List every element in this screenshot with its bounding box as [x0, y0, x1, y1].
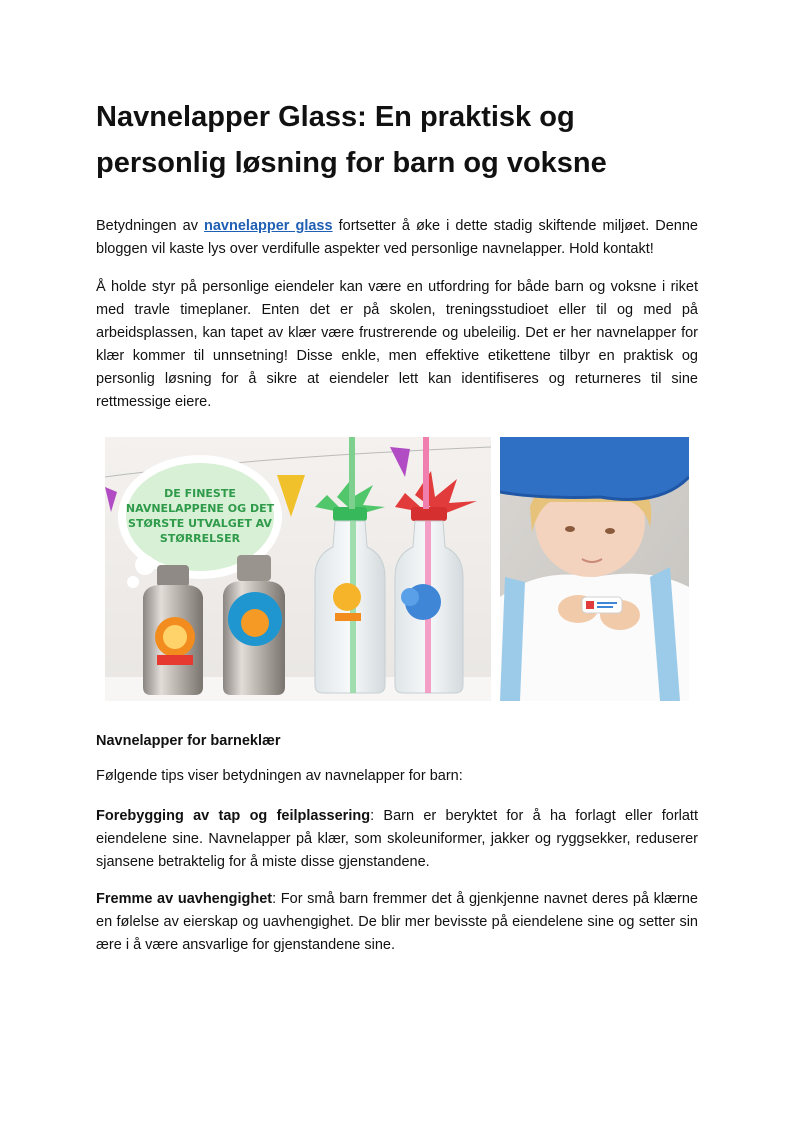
bubble-line: STØRSTE UTVALGET AV	[128, 517, 272, 530]
section-heading: Navnelapper for barneklær	[96, 733, 281, 749]
intro-text-end: fortsetter å øke i dette stadig skiftende miljøet. Denne bloggen vil kaste lys over verdifulle aspekter ved personlige navnelapper. Hold kontakt!	[96, 218, 699, 257]
giraffe-label	[333, 583, 361, 611]
tip-paragraph	[96, 888, 698, 957]
tip-text: : For små barn fremmer det å gjenkjenne navnet deres på klærne en følelse av eierskap og uavhengighet. De blir mer bevisste på eiendelene sine og setter sin ære i å være ansvarlige for gjenstandene sine.	[96, 891, 698, 953]
child-photo-image	[500, 437, 689, 701]
body-paragraph: Å holde styr på personlige eiendeler kan være en utfordring for både barn og voksne i riket med travle timeplaner. Enten det er på skolen, treningsstudioet eller til og med på arbeidsplassen, kan tapet av klær være frustrerende og ubeleilig. Det er her navnelapper for klær kommer til unnsetning! Disse enkle, men effektive etikettene tilbyr en praktisk og personlig løsning for å sikre at eiendeler lett kan identifiseres og returneres til sine rettmessige eiere.	[96, 279, 698, 410]
tip-title: Fremme av uavhengighet	[96, 891, 273, 907]
bottles-product-image	[105, 437, 491, 701]
intro-paragraph	[96, 215, 698, 261]
images-row	[105, 437, 689, 701]
tip-text: : Barn er beryktet for å ha forlagt eller forlatt eiendelene sine. Navnelapper på klær, som skoleuniformer, jakker og ryggsekker, reduserer sjansene betraktelig for å miste disse gjenstandene.	[96, 808, 698, 870]
navnelapper-glass-link[interactable]: navnelapper glass	[204, 218, 333, 234]
bubble-line: STØRRELSER	[159, 532, 241, 545]
blue-cap	[500, 437, 689, 500]
tip-title: Forebygging av tap og feilplassering	[96, 808, 371, 824]
bubble-line: DE FINESTE	[164, 487, 236, 500]
intro-text-start: Betydningen av	[96, 218, 205, 234]
page-title: Navnelapper Glass: En praktisk og personlig løsning for barn og voksne	[96, 101, 607, 179]
tip-paragraph	[96, 805, 698, 874]
bubble-line: NAVNELAPPENE OG DET	[125, 502, 275, 515]
tips-intro: Følgende tips viser betydningen av navnelapper for barn:	[96, 768, 463, 784]
